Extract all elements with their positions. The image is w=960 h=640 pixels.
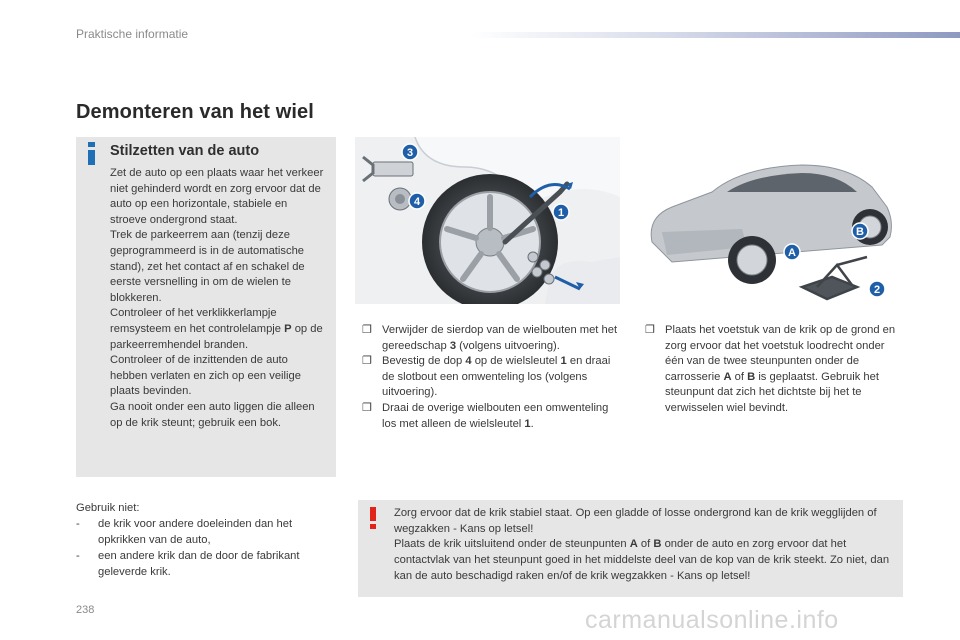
list-item: ❐ Draai de overige wielbouten een omwenteling los met alleen de wielsleutel 1.	[362, 401, 620, 432]
svg-text:2: 2	[873, 284, 881, 296]
info-paragraph: Controleer of de inzittenden de auto hebben verlaten en zich op een veilige plaats bevinden.	[110, 354, 301, 398]
list-item: - de krik voor andere doeleinden dan het opkrikken van de auto,	[76, 518, 293, 546]
list-item: ❐ Bevestig de dop 4 op de wielsleutel 1 en draai de slotbout een omwenteling los (volgens uitvoering).	[362, 354, 620, 401]
callout-3	[402, 144, 418, 160]
list-item: ❐ Verwijder de sierdop van de wielbouten met het gereedschap 3 (volgens uitvoering).	[362, 323, 620, 354]
info-paragraph: Zet de auto op een plaats waar het verkeer niet gehinderd wordt en zorg ervoor dat de auto op een horizontale, stabiele en stroeve ondergrond staat.	[110, 167, 324, 226]
list-item: ❐ Plaats het voetstuk van de krik op de grond en zorg ervoor dat het voetstuk loodrecht onder één van de twee steunpunten onder de carrosserie A of B is geplaatst. Gebruik het steunpunt dat zich het dichtste bij het te verwisselen wiel bevindt.	[645, 323, 905, 417]
info-box-body	[110, 166, 325, 431]
callout-4	[409, 193, 425, 209]
callout-2	[869, 281, 885, 297]
page-title: Demonteren van het wiel	[76, 101, 314, 123]
watermark-url: carmanualsonline.info	[585, 606, 839, 634]
info-paragraph: Trek de parkeerrem aan (tenzij deze geprogrammeerd is in de automatische stand), zet het contact af en schakel de eerste versnelling in om de wielen te blokkeren.	[110, 229, 305, 304]
car-jack-illustration	[632, 137, 907, 304]
info-box-title: Stilzetten van de auto	[110, 143, 260, 159]
callout-A	[784, 244, 800, 260]
list-item: - een andere krik dan de door de fabrikant geleverde krik.	[76, 550, 300, 578]
section-header: Praktische informatie	[76, 27, 189, 41]
checkbox-bullet-icon: ❐	[362, 324, 372, 336]
info-paragraph: Controleer of het verklikkerlampje remsysteem en het controlelampje P op de parkeerremhendel branden.	[110, 307, 323, 351]
header-gradient-bar	[470, 32, 960, 38]
svg-text:4: 4	[413, 196, 421, 208]
svg-text:3: 3	[406, 147, 414, 159]
checkbox-bullet-icon: ❐	[362, 355, 372, 368]
svg-text:1: 1	[557, 207, 565, 219]
wheel-tools-illustration	[355, 137, 620, 304]
page-number: 238	[76, 604, 95, 616]
socket-icon	[363, 157, 413, 210]
info-paragraph: Ga nooit onder een auto liggen die alleen op de krik steunt; gebruik een bok.	[110, 400, 315, 429]
svg-text:B: B	[856, 226, 864, 238]
usage-intro: Gebruik niet:	[76, 502, 140, 514]
steps-right	[645, 323, 905, 417]
checkbox-bullet-icon: ❐	[362, 401, 372, 414]
wheel-icon	[422, 174, 558, 304]
callout-B	[852, 223, 868, 239]
warning-icon	[370, 507, 378, 531]
svg-text:A: A	[788, 247, 796, 259]
checkbox-bullet-icon: ❐	[645, 324, 655, 336]
jack-icon	[802, 257, 867, 299]
usage-list	[76, 500, 341, 580]
info-icon	[87, 142, 97, 166]
steps-left	[362, 323, 620, 432]
warning-text: Zorg ervoor dat de krik stabiel staat. Op een gladde of losse ondergrond kan de krik wegglijden of wegzakken - Kans op letsel! Plaats de krik uitsluitend onder de steunpunten A of B onder de auto en zorg ervoor dat het contactvlak van het steunpunt goed in het middelste deel van de kop van de krik steekt. Zo niet, dan kan de auto beschadigd raken en/of de krik wegzakken - Kans op letsel!	[394, 507, 890, 582]
callout-1	[553, 204, 569, 220]
